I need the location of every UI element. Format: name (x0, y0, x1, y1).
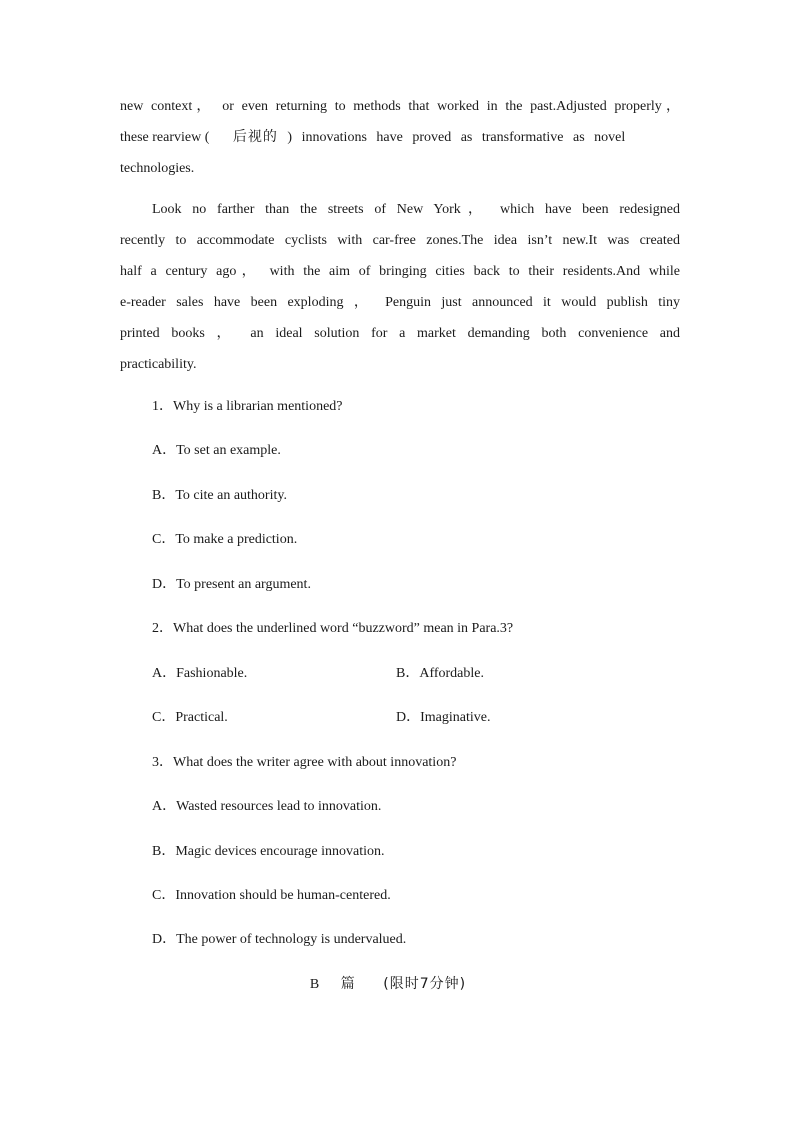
question-1-stem: 1．Why is a librarian mentioned? (152, 399, 343, 414)
section-letter: B (309, 977, 320, 992)
question-1-option-b: B．To cite an authority. (152, 488, 287, 503)
question-1-option-c: C．To make a prediction. (152, 532, 298, 547)
question-1-option-a: A．To set an example. (152, 443, 281, 458)
passage-line-with-annotation (120, 122, 680, 153)
passage-line-part: these rearview ( (120, 130, 210, 145)
question-3-option-b: B．Magic devices encourage innovation. (152, 844, 385, 859)
question-3-option-d: D．The power of technology is undervalued. (152, 932, 407, 947)
section-heading (0, 974, 794, 995)
question-2-stem: 2．What does the underlined word “buzzword” mean in Para.3? (152, 621, 514, 636)
passage-line: new context， or even returning to methods that worked in the past.Adjusted properly， (120, 99, 680, 114)
passage-line: half a century ago， with the aim of bringing cities back to their residents.And while (120, 264, 680, 279)
passage-line: printed books ， an ideal solution for a market demanding both convenience and (120, 326, 680, 341)
question-3-option-a: A．Wasted resources lead to innovation. (152, 799, 382, 814)
passage-line: recently to accommodate cyclists with car-free zones.The idea isn’t new.It was created (120, 233, 680, 248)
question-1-option-d: D．To present an argument. (152, 577, 311, 592)
section-label: 篇 (340, 976, 356, 992)
section-time-limit: (限时7分钟) (383, 976, 467, 992)
question-2-option-c: C．Practical. (152, 710, 228, 725)
question-2-option-a: A．Fashionable. (152, 666, 248, 681)
question-3-stem: 3．What does the writer agree with about innovation? (152, 755, 457, 770)
passage-line: technologies. (120, 161, 195, 176)
passage-line: e-reader sales have been exploding ， Penguin just announced it would publish tiny (120, 295, 680, 310)
question-2-option-b: B．Affordable. (396, 666, 484, 681)
passage-paragraph-2 (120, 194, 680, 380)
passage-paragraph-1 (120, 91, 680, 184)
chinese-annotation: 后视的 (232, 129, 278, 145)
passage-line: Look no farther than the streets of New York， which have been redesigned (152, 202, 680, 217)
question-2-option-d: D．Imaginative. (396, 710, 491, 725)
passage-line: practicability. (120, 357, 197, 372)
passage-line-part: ) innovations have proved as transformative as novel (287, 130, 626, 145)
question-3-option-c: C．Innovation should be human-centered. (152, 888, 391, 903)
